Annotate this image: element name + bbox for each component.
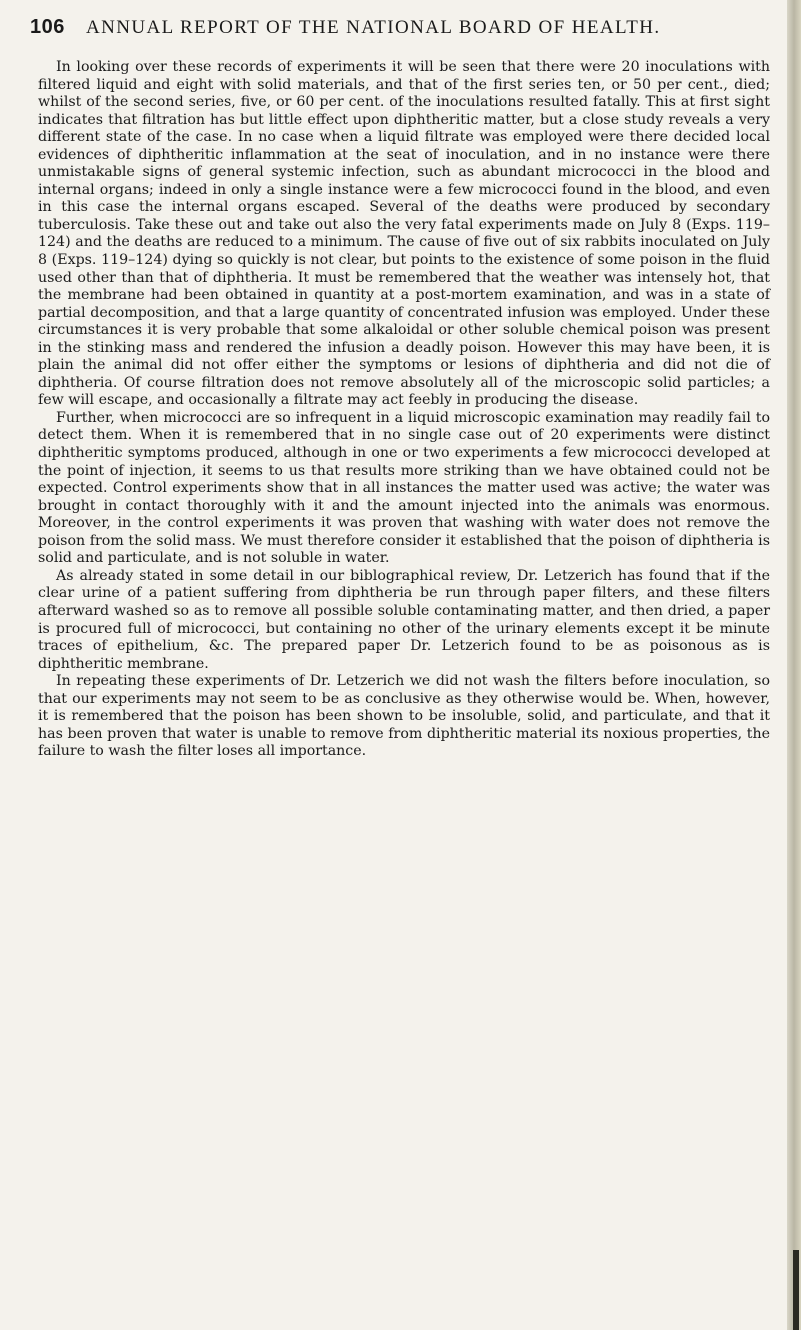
running-head: ANNUAL REPORT OF THE NATIONAL BOARD OF HEALTH. <box>86 17 661 38</box>
paragraph-4: In repeating these experiments of Dr. Letzerich we did not wash the filters before inoculation, so that our experiments may not seem to be as conclusive as they otherwise would be. When, however, it is remembered that the poison has been shown to be insoluble, solid, and particulate, and that it has been proven that water is unable to remove from diphtheritic material its noxious properties, the failure to wash the filter loses all importance. <box>38 673 770 760</box>
page-edge <box>787 0 801 1330</box>
page-number: 106 <box>30 16 65 38</box>
paragraph-3: As already stated in some detail in our biblographical review, Dr. Letzerich has found that if the clear urine of a patient suffering from diphtheria be run through paper filters, and these filters afterward washed so as to remove all possible soluble contaminating matter, and then dried, a paper is procured full of micrococci, but containing no other of the urinary elements except it be minute traces of epithelium, &c. The prepared paper Dr. Letzerich found to be as poisonous as is diphtheritic membrane. <box>38 567 770 672</box>
page-header <box>30 16 775 42</box>
paragraph-2: Further, when micrococci are so infrequent in a liquid microscopic examination may readily fail to detect them. When it is remembered that in no single case out of 20 experiments were distinct diphtheritic symptoms produced, although in one or two experiments a few micrococci developed at the point of injection, it seems to us that results more striking than we have obtained could not be expected. Control experiments show that in all instances the matter used was active; the water was brought in contact thoroughly with it and the amount injected into the animals was enormous. Moreover, in the control experiments it was proven that washing with water does not remove the poison from the solid mass. We must therefore consider it established that the poison of diphtheria is solid and particulate, and is not soluble in water. <box>38 409 770 567</box>
paragraph-1: In looking over these records of experiments it will be seen that there were 20 inoculations with filtered liquid and eight with solid materials, and that of the first series ten, or 50 per cent., died; whilst of the second series, five, or 60 per cent. of the inoculations resulted fatally. This at first sight indicates that filtration has but little effect upon diphtheritic matter, but a close study reveals a very different state of the case. In no case when a liquid filtrate was employed were there decided local evidences of diphtheritic inflammation at the seat of inoculation, and in no instance were there unmistakable signs of general systemic infection, such as abundant micrococci in the blood and internal organs; indeed in only a single instance were a few micrococci found in the blood, and even in this case the internal organs escaped. Several of the deaths were produced by secondary tuberculosis. Take these out and take out also the very fatal experiments made on July 8 (Exps. 119–124) and the deaths are reduced to a minimum. The cause of five out of six rabbits inoculated on July 8 (Exps. 119–124) dying so quickly is not clear, but points to the existence of some poison in the fluid used other than that of diphtheria. It must be remembered that the weather was intensely hot, that the membrane had been obtained in quantity at a post-mortem examination, and was in a state of partial decomposition, and that a large quantity of concentrated infusion was employed. Under these circumstances it is very probable that some alkaloidal or other soluble chemical poison was present in the stinking mass and rendered the infusion a deadly poison. However this may have been, it is plain the animal did not offer either the symptoms or lesions of diphtheria and did not die of diphtheria. Of course filtration does not remove absolutely all of the microscopic solid particles; a few will escape, and occasionally a filtrate may act feebly in producing the disease. <box>38 59 770 409</box>
body-text <box>38 59 770 761</box>
page-edge-dark <box>793 1250 799 1330</box>
